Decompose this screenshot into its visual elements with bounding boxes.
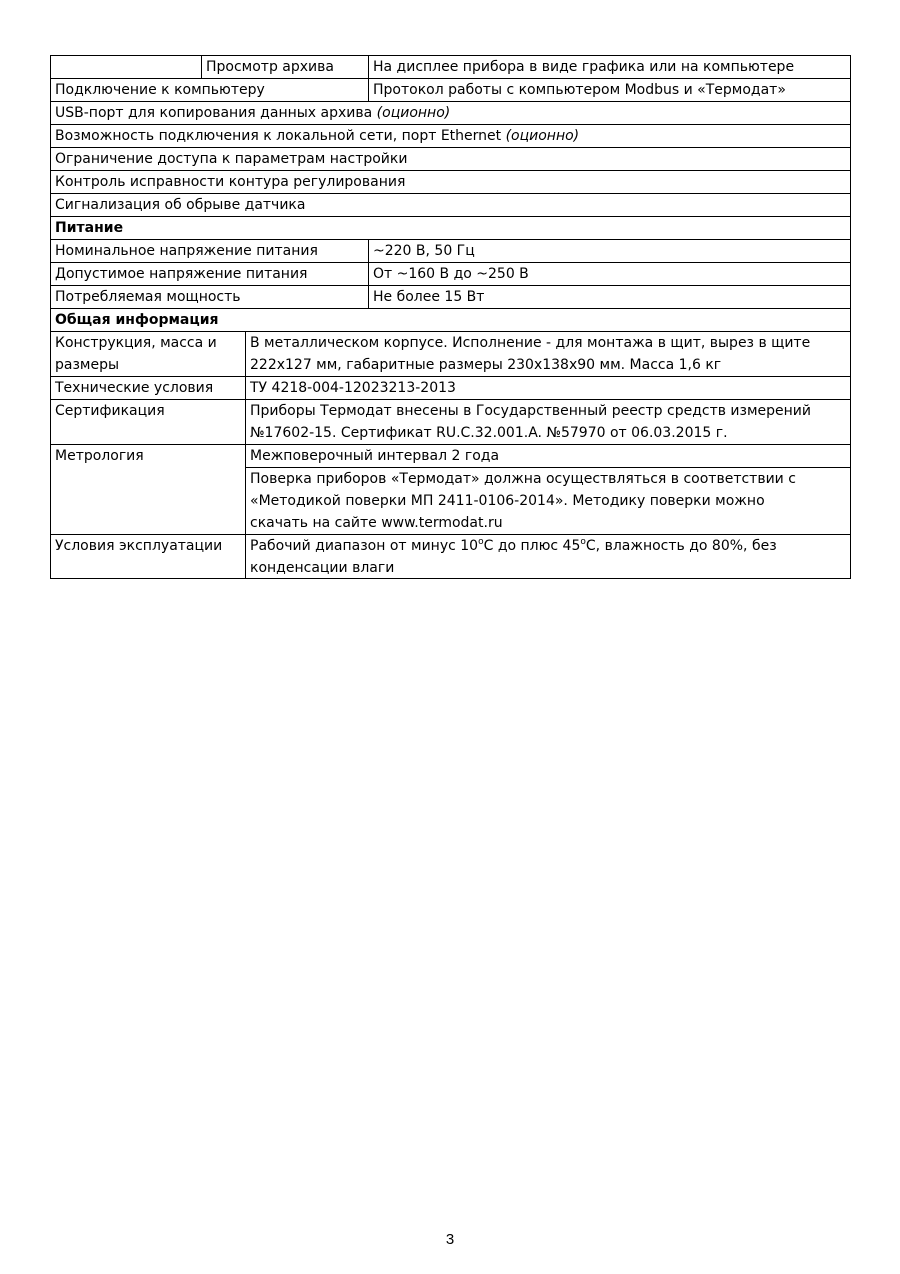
operating-line1-part-b: С до плюс 45 (483, 538, 581, 554)
ethernet-row (55, 125, 579, 147)
usb-port-text: USB-порт для копирования данных архива (55, 105, 377, 121)
operating-line1-part-c: С, влажность до 80%, без (585, 538, 777, 554)
construction-label-line2: размеры (55, 357, 120, 373)
metrology-verify-line2: «Методикой поверки МП 2411-0106-2014». Методику поверки можно (250, 493, 765, 509)
operating-conditions-label: Условия эксплуатации (55, 538, 223, 554)
consumption-value: Не более 15 Вт (373, 289, 485, 305)
construction-value-line2: 222х127 мм, габаритные размеры 230х138х90 мм. Масса 1,6 кг (250, 357, 722, 373)
metrology-label: Метрология (55, 448, 144, 464)
tech-conditions-value: ТУ 4218-004-12023213-2013 (250, 380, 456, 396)
operating-line1-part-a: Рабочий диапазон от минус 10 (250, 538, 479, 554)
archive-view-value: На дисплее прибора в виде графика или на компьютере (373, 59, 795, 75)
page-number: 3 (445, 1231, 455, 1248)
metrology-interval: Межповерочный интервал 2 года (250, 448, 500, 464)
ethernet-text: Возможность подключения к локальной сети, порт Ethernet (55, 128, 506, 144)
power-section-header: Питание (55, 220, 124, 236)
access-restriction-row: Ограничение доступа к параметрам настройки (55, 151, 408, 167)
tech-conditions-label: Технические условия (55, 380, 214, 396)
archive-view-label: Просмотр архива (206, 59, 334, 75)
construction-value-line1: В металлическом корпусе. Исполнение - для монтажа в щит, вырез в щите (250, 335, 811, 351)
allowed-voltage-label: Допустимое напряжение питания (55, 266, 308, 282)
ethernet-note: (оционно) (505, 128, 580, 144)
degree-superscript-2: о (580, 537, 586, 547)
usb-port-note: (оционно) (376, 105, 451, 121)
pc-connection-value: Протокол работы с компьютером Modbus и «Термодат» (373, 82, 786, 98)
nominal-voltage-label: Номинальное напряжение питания (55, 243, 318, 259)
allowed-voltage-value: От ~160 В до ~250 В (373, 266, 529, 282)
nominal-voltage-value: ~220 В, 50 Гц (373, 243, 475, 259)
certification-label: Сертификация (55, 403, 165, 419)
degree-superscript-1: о (478, 537, 484, 547)
general-section-header: Общая информация (55, 312, 219, 328)
operating-conditions-line2: конденсации влаги (250, 560, 395, 576)
construction-label-line1: Конструкция, масса и (55, 335, 217, 351)
certification-value-line1: Приборы Термодат внесены в Государственный реестр средств измерений (250, 403, 811, 419)
consumption-label: Потребляемая мощность (55, 289, 241, 305)
loop-control-row: Контроль исправности контура регулирования (55, 174, 406, 190)
certification-value-line2: №17602-15. Сертификат RU.C.32.001.A. №57970 от 06.03.2015 г. (250, 425, 728, 441)
operating-conditions-line1 (250, 535, 777, 557)
metrology-verify-line3: скачать на сайте www.termodat.ru (250, 515, 503, 531)
metrology-verify-line1: Поверка приборов «Термодат» должна осуществляться в соответствии с (250, 471, 796, 487)
usb-port-row (55, 102, 450, 124)
sensor-break-row: Сигнализация об обрыве датчика (55, 197, 306, 213)
pc-connection-label: Подключение к компьютеру (55, 82, 265, 98)
